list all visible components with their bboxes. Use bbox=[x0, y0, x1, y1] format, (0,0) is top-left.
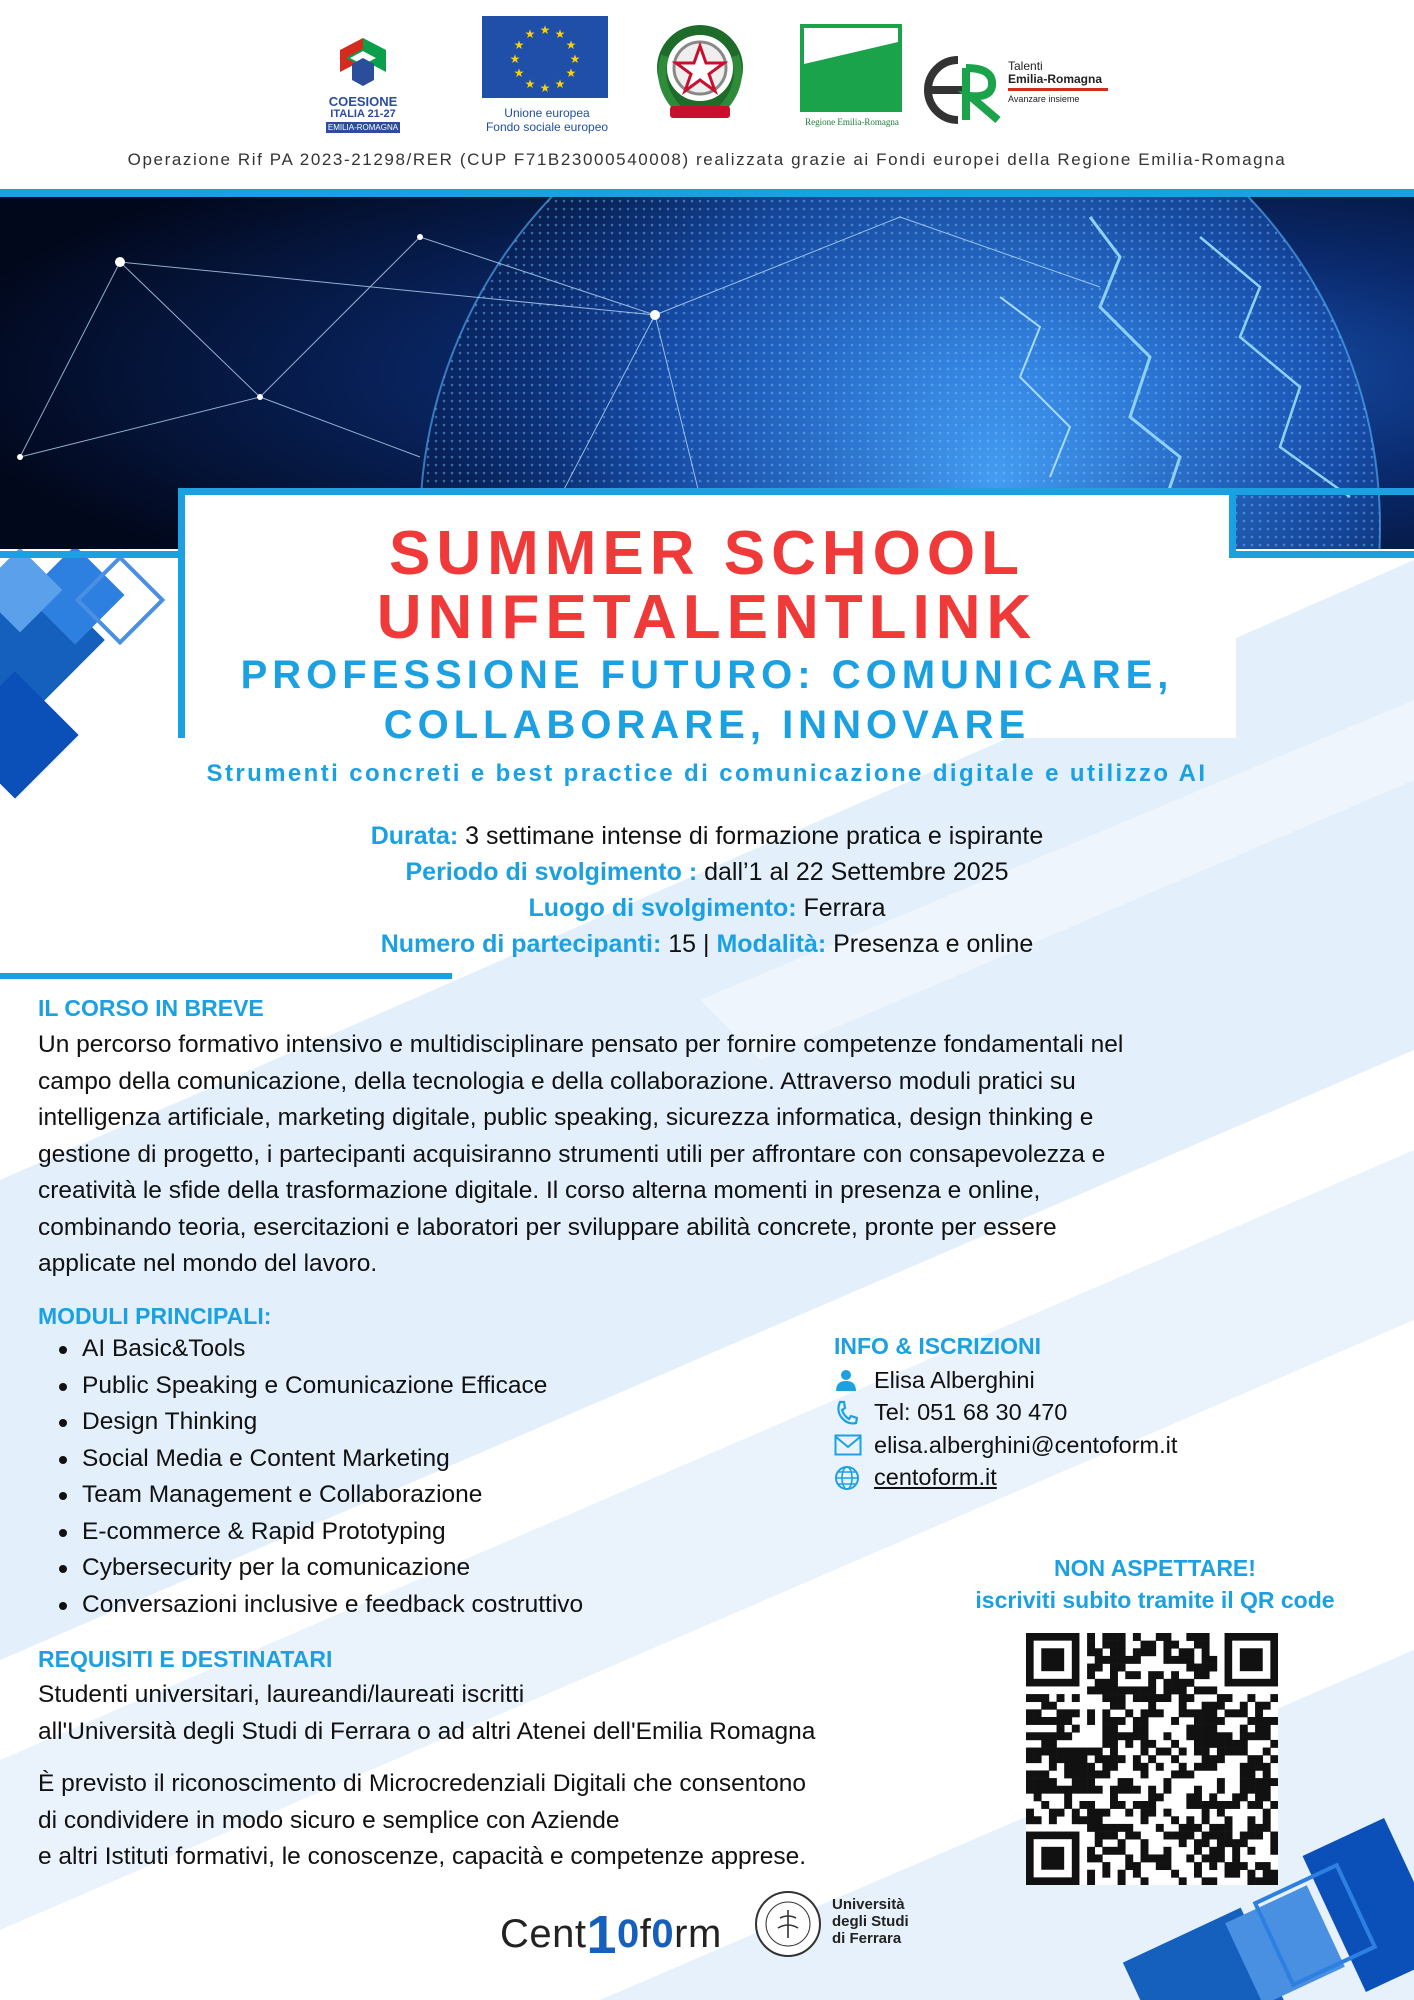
svg-text:★: ★ bbox=[539, 23, 551, 37]
svg-text:★: ★ bbox=[554, 27, 566, 41]
svg-text:★: ★ bbox=[539, 81, 551, 95]
svg-text:★: ★ bbox=[565, 38, 577, 52]
unife-line: Università bbox=[832, 1896, 905, 1913]
svg-text:★: ★ bbox=[524, 27, 536, 41]
list-item: E-commerce & Rapid Prototyping bbox=[56, 1514, 583, 1551]
italian-republic-emblem bbox=[645, 16, 755, 131]
corso-line: Un percorso formativo intensivo e multidisciplinare pensato per fornire competenze fondamentali nel bbox=[38, 1031, 1124, 1058]
contact-website[interactable] bbox=[834, 1462, 1177, 1495]
phone-number: Tel: 051 68 30 470 bbox=[874, 1399, 1068, 1426]
tagline: Strumenti concreti e best practice di comunicazione digitale e utilizzo AI bbox=[206, 760, 1208, 787]
micro-line: di condividere in modo sicuro e semplice con Aziende bbox=[38, 1806, 620, 1834]
cta-line2: iscriviti subito tramite il QR code bbox=[975, 1587, 1335, 1613]
list-item: AI Basic&Tools bbox=[56, 1331, 583, 1368]
unife-line: degli Studi bbox=[832, 1913, 909, 1930]
phone-icon bbox=[834, 1399, 874, 1427]
info-block bbox=[834, 1333, 1177, 1494]
talenti-er-logo: Talenti Emilia-Romagna Avanzare insieme bbox=[922, 54, 1122, 134]
corso-line: intelligenza artificiale, marketing digitale, public speaking, sicurezza informatica, design thinking e bbox=[38, 1104, 1094, 1131]
coesione-italia-logo: COESIONE ITALIA 21-27 EMILIA-ROMAGNA bbox=[318, 30, 408, 140]
top-divider bbox=[0, 189, 1414, 197]
corso-heading: IL CORSO IN BREVE bbox=[38, 995, 264, 1021]
mail-icon bbox=[834, 1431, 874, 1459]
micro-line: È previsto il riconoscimento di Microcredenziali Digitali che consentono bbox=[38, 1770, 807, 1797]
moduli-heading: MODULI PRINCIPALI: bbox=[38, 1303, 272, 1329]
svg-text:★: ★ bbox=[565, 66, 577, 80]
fact-periodo: Periodo di svolgimento : dall’1 al 22 Settembre 2025 bbox=[405, 858, 1009, 886]
requisiti-line: Studenti universitari, laureandi/laureati iscritti bbox=[38, 1681, 525, 1708]
list-item: Team Management e Collaborazione bbox=[56, 1477, 583, 1514]
eu-stars-icon bbox=[482, 16, 608, 98]
corso-line: gestione di progetto, i partecipanti acquisiranno strumenti utili per affrontare con consapevolezza e bbox=[38, 1140, 1106, 1168]
requisiti-heading: REQUISITI E DESTINATARI bbox=[38, 1646, 333, 1672]
list-item: Design Thinking bbox=[56, 1404, 583, 1441]
centoform-logo: Cent10f0rm bbox=[500, 1905, 722, 1965]
eu-flag-logo: ★ ★ ★ ★ ★ ★ ★ ★ ★ ★ ★ ★ Unione europea Fondo sociale europeo bbox=[482, 16, 612, 141]
corso-line: creatività le sfide della trasformazione digitale. Il corso alterna momenti in presenza e online, bbox=[38, 1177, 1041, 1204]
course-facts bbox=[0, 818, 1414, 962]
list-item: Social Media e Content Marketing bbox=[56, 1441, 583, 1478]
unife-line: di Ferrara bbox=[832, 1930, 902, 1947]
svg-text:★: ★ bbox=[513, 38, 525, 52]
fact-luogo: Luogo di svolgimento: Ferrara bbox=[528, 894, 886, 922]
contact-person bbox=[834, 1364, 1177, 1397]
list-item: Conversazioni inclusive e feedback costruttivo bbox=[56, 1587, 583, 1624]
website-link[interactable]: centoform.it bbox=[874, 1464, 997, 1491]
fact-durata: Durata: 3 settimane intense di formazione pratica e ispirante bbox=[370, 822, 1044, 850]
cta-line1: NON ASPETTARE! bbox=[1054, 1555, 1256, 1581]
svg-text:★: ★ bbox=[554, 77, 566, 91]
requisiti-text bbox=[38, 1677, 998, 1750]
svg-text:★: ★ bbox=[513, 66, 525, 80]
email-address: elisa.alberghini@centoform.it bbox=[874, 1431, 1178, 1458]
contact-name: Elisa Alberghini bbox=[874, 1366, 1035, 1393]
microcredenziali-text bbox=[38, 1766, 998, 1876]
section-divider bbox=[0, 973, 452, 979]
requisiti-line: all'Università degli Studi di Ferrara o ad altri Atenei dell'Emilia Romagna bbox=[38, 1717, 816, 1745]
contact-email[interactable] bbox=[834, 1429, 1177, 1462]
contact-phone[interactable] bbox=[834, 1397, 1177, 1430]
corso-line: campo della comunicazione, della tecnologia e della collaborazione. Attraverso moduli pratici su bbox=[38, 1067, 1076, 1095]
person-icon bbox=[834, 1366, 874, 1394]
globe-icon bbox=[834, 1464, 874, 1492]
header-logos bbox=[0, 12, 1414, 147]
svg-text:★: ★ bbox=[509, 52, 521, 66]
subtitle-line1: PROFESSIONE FUTURO: COMUNICARE, bbox=[240, 653, 1174, 697]
fact-partecipanti: Numero di partecipanti: 15 | Modalità: Presenza e online bbox=[380, 930, 1034, 958]
main-title-line1: SUMMER SCHOOL bbox=[389, 519, 1025, 588]
micro-line: e altri Istituti formativi, le conoscenze, capacità e competenze apprese. bbox=[38, 1843, 807, 1870]
svg-text:★: ★ bbox=[524, 77, 536, 91]
corso-line: applicate nel mondo del lavoro. bbox=[38, 1250, 378, 1277]
regione-emilia-romagna-logo: Regione Emilia-Romagna bbox=[800, 24, 904, 129]
list-item: Cybersecurity per la comunicazione bbox=[56, 1550, 583, 1587]
main-title-line2: UNIFETALENTLINK bbox=[376, 583, 1038, 652]
unife-logo-text bbox=[832, 1896, 909, 1947]
corso-description bbox=[38, 1027, 1383, 1283]
svg-text:★: ★ bbox=[569, 52, 581, 66]
list-item: Public Speaking e Comunicazione Efficace bbox=[56, 1368, 583, 1405]
operation-reference: Operazione Rif PA 2023-21298/RER (CUP F71B23000540008) realizzata grazie ai Fondi europei della Regione Emilia-Romagna bbox=[127, 150, 1287, 169]
corso-line: combinando teoria, esercitazioni e laboratori per sviluppare abilità concrete, pronte per essere bbox=[38, 1213, 1057, 1241]
info-heading: INFO & ISCRIZIONI bbox=[834, 1333, 1041, 1359]
unife-seal-icon bbox=[752, 1888, 824, 1965]
title-card-border-right bbox=[1229, 488, 1414, 495]
modules-list bbox=[56, 1331, 583, 1623]
subtitle-line2: COLLABORARE, INNOVARE bbox=[383, 703, 1031, 747]
qr-code[interactable] bbox=[1026, 1633, 1278, 1885]
